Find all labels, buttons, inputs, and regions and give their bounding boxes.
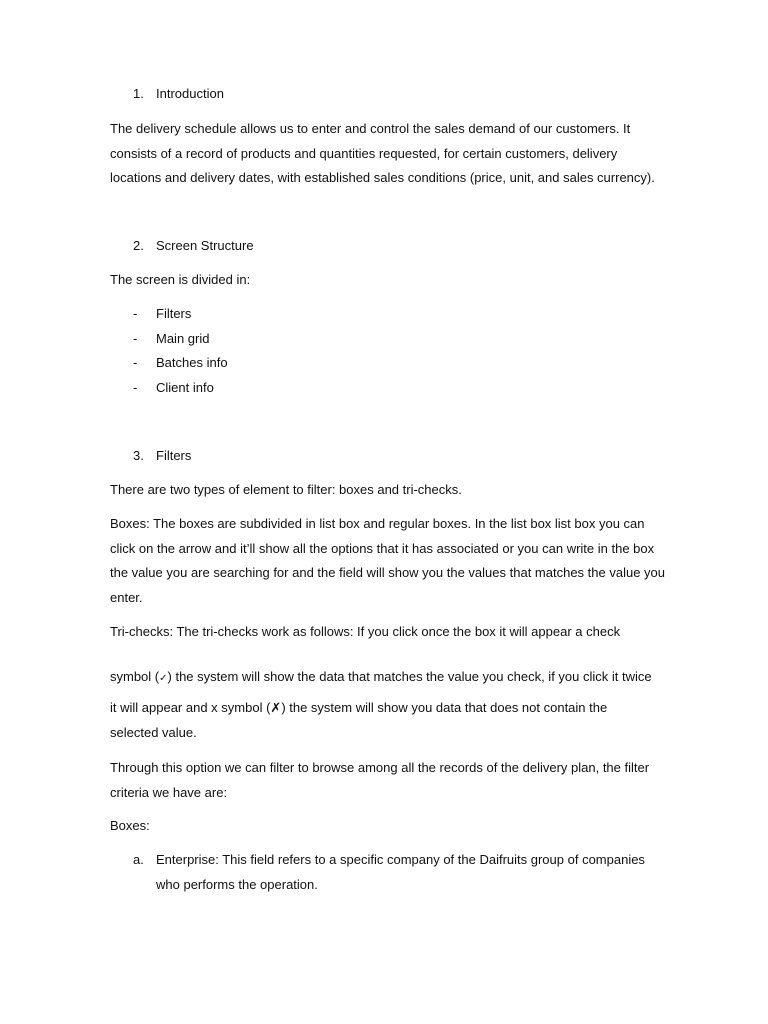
list-item: Main grid (156, 331, 210, 346)
bullet-marker: - (133, 380, 138, 395)
bullet-marker: - (133, 306, 138, 321)
section-title-introduction: Introduction (156, 86, 224, 101)
structure-lead-text: The screen is divided in: (110, 272, 251, 287)
list-item: Filters (156, 306, 192, 321)
trichecks-line-1: Tri-checks: The tri-checks work as follows: If you click once the box it will appear a check (110, 624, 621, 639)
section-number-1: 1. (133, 86, 144, 101)
x-mark-icon: ✗ (270, 701, 282, 716)
boxes-paragraph: Boxes: The boxes are subdivided in list box and regular boxes. In the list box list box you can click on the arrow and it’ll show all the options that it has associated or you can write in the box the value you are searching for and the field will show you the values that matches the value you enter. (110, 516, 665, 606)
list-item: Client info (156, 380, 214, 395)
section-title-filters: Filters (156, 448, 192, 463)
bullet-marker: - (133, 331, 138, 346)
trichecks-text: ) the system will show you data that does not contain the (281, 700, 608, 715)
section-title-screen-structure: Screen Structure (156, 238, 254, 253)
intro-paragraph: The delivery schedule allows us to enter and control the sales demand of our customers. It consists of a record of products and quantities requested, for certain customers, delivery locations and delivery dates, with established sales conditions (price, unit, and sales currency). (110, 121, 655, 186)
boxes-heading: Boxes: (110, 818, 150, 833)
filter-types-text: There are two types of element to filter: boxes and tri-checks. (110, 482, 462, 497)
trichecks-line-2 (110, 669, 652, 684)
browse-paragraph: Through this option we can filter to browse among all the records of the delivery plan, the filter criteria we have are: (110, 760, 650, 800)
check-mark-icon: ✓ (159, 673, 168, 684)
trichecks-text: it will appear and x symbol ( (110, 700, 271, 715)
section-number-3: 3. (133, 448, 144, 463)
trichecks-text: ) the system will show the data that matches the value you check, if you click it twice (167, 669, 652, 684)
trichecks-line-3 (110, 700, 607, 716)
bullet-marker: - (133, 355, 138, 370)
trichecks-line-4: selected value. (110, 725, 197, 740)
list-marker-a: a. (133, 852, 144, 867)
enterprise-item: Enterprise: This field refers to a specific company of the Daifruits group of companies who performs the operation. (156, 852, 645, 892)
section-number-2: 2. (133, 238, 144, 253)
trichecks-text: symbol ( (110, 669, 160, 684)
list-item: Batches info (156, 355, 228, 370)
